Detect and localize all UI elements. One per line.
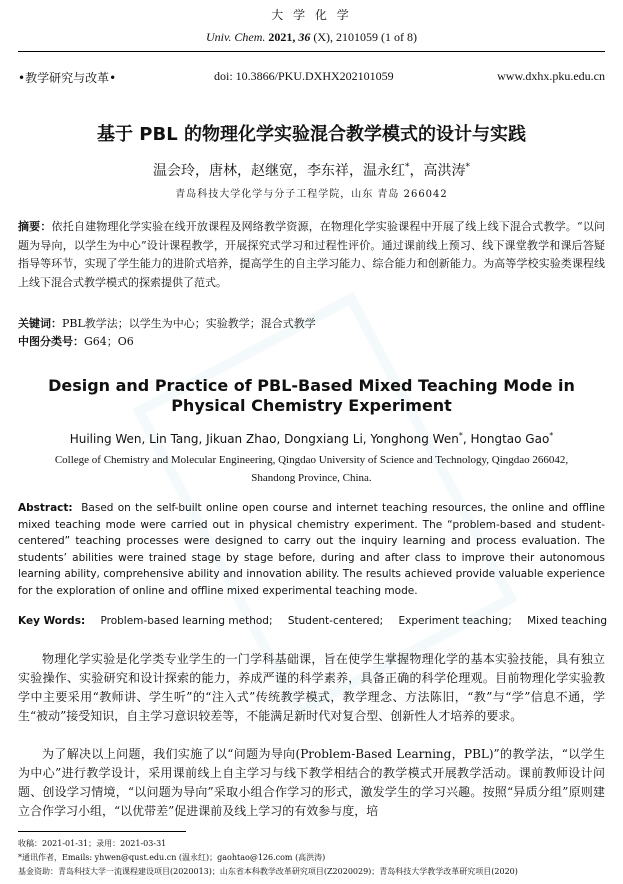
en-keyword: Problem-based learning method; — [100, 615, 273, 627]
en-keywords — [18, 615, 607, 627]
en-author-last: Hongtao Gao — [470, 432, 550, 446]
cn-abstract-label: 摘要： — [18, 220, 52, 233]
cn-clc — [18, 333, 134, 349]
body-paragraph-1: 物理化学实验是化学类专业学生的一门学科基础课，旨在使学生掌握物理化学的基本实验技能，具有独立实验操作、实验研究和设计探索的能力，养成严谨的科学素养，具备正确的科学伦理观。目前物理化学实验教学中主要采用“教师讲、学生听”的“注入式”传统教学模式，教学理念、方法陈旧，“教”与“学”信息不通，学生“被动”接受知识，自主学习意识较差等，不能满足新时代对复合型、创新性人才培养的要求。 — [18, 652, 605, 723]
citation-volume: 36 — [298, 30, 311, 44]
website: www.dxhx.pku.edu.cn — [497, 69, 605, 83]
footnote-funding: 基金资助：青岛科技大学一流课程建设项目(2020013)；山东省本科教学改革研究项目(Z2020029)；青岛科技大学教学改革研究项目(2020) — [18, 867, 518, 876]
citation-line — [0, 30, 623, 45]
cn-abstract — [18, 218, 605, 292]
body-paragraph-2: 为了解决以上问题，我们实施了以“问题为导向(Problem-Based Learning，PBL)”的教学法，“以学生为中心”进行教学设计，采用课前线上自主学习与线下教学相结合的教学模式开展教学活动。课前教师设计问题、创设学习情境，“以问题为导向”采取小组合作学习的形式，激发学生的学习兴趣。按照“异质分组”原则建立合作学习小组，“以优带差”促进课前及线上学习的有效参与度，培 — [18, 747, 605, 818]
en-keywords-label: Key Words: — [18, 615, 86, 627]
en-keyword: Student-centered; — [287, 615, 384, 627]
cn-authors: 温会玲，唐林，赵继宽，李东祥，温永红*，高洪涛* — [153, 162, 470, 179]
en-keyword: Experiment teaching; — [398, 615, 512, 627]
cn-abstract-text: 依托自建物理化学实验在线开放课程及网络教学资源，在物理化学实验课程中开展了线上线下混合式教学。“以问题为导向，以学生为中心”设计课程教学，开展探究式学习和过程性评价。通过课前线上预习、线下课堂教学和课后答疑指导等环节，实现了学生能力的进阶式培养，提高学生的自主学习能力、综合能力和创新能力。为高等学校实验类课程线上线下混合式教学模式的探索提供了范式。 — [18, 220, 606, 289]
cn-author-last: 高洪涛 — [423, 163, 466, 179]
header-rule — [18, 51, 605, 52]
footnote-rule — [18, 831, 186, 832]
en-affiliation: College of Chemistry and Molecular Engineering, Qingdao University of Science and Technology, Qingdao 266042, Shandong Province, China. — [54, 454, 569, 484]
en-author-list: Huiling Wen, Lin Tang, Jikuan Zhao, Dongxiang Li, Yonghong Wen — [69, 432, 459, 446]
en-abstract — [18, 500, 605, 599]
footnote-corresponding: *通讯作者，Emails: yhwen@qust.edu.cn (温永红)；gaohtao@126.com (高洪涛) — [18, 853, 326, 862]
journal-name: 大 学 化 学 — [271, 8, 352, 22]
en-abstract-label: Abstract: — [18, 502, 73, 514]
cn-title: 基于 PBL 的物理化学实验混合教学模式的设计与实践 — [97, 124, 526, 145]
cn-keywords-text: PBL教学法；以学生为中心；实验教学；混合式教学 — [62, 317, 316, 330]
section-label: •教学研究与改革• — [18, 71, 117, 85]
footnote-received: 收稿：2021-01-31；录用：2021-03-31 — [18, 839, 167, 848]
journal-abbrev: Univ. Chem. — [205, 30, 266, 44]
en-keyword: Mixed teaching — [527, 615, 608, 627]
en-abstract-text: Based on the self-built online open course and internet teaching resources, the online and offline mixed teaching mode were carried out in physical chemistry experiment. The “problem-based and student-centered” teaching processes were designed to carry out the inquiry learning and process evaluation. The students’ abilities were trained stage by stage before, during and after class to improve their autonomous learning ability, comprehensive ability and innovation ability. The results achieved provide valuable experience for the exploration of online and offline mixed experimental teaching mode. — [18, 502, 605, 597]
cn-keywords-label: 关键词： — [18, 317, 62, 330]
citation-year: 2021, — [268, 30, 296, 44]
doi: doi: 10.3866/PKU.DXHX202101059 — [214, 69, 394, 83]
cn-clc-text: G64；O6 — [84, 335, 134, 348]
citation-pages: (X), 2101059 (1 of 8) — [313, 30, 418, 44]
en-authors: Huiling Wen, Lin Tang, Jikuan Zhao, Dongxiang Li, Yonghong Wen*, Hongtao Gao* — [69, 431, 554, 446]
cn-affiliation: 青岛科技大学化学与分子工程学院，山东 青岛 266042 — [175, 189, 448, 200]
en-title: Design and Practice of PBL-Based Mixed Teaching Mode in Physical Chemistry Experiment — [48, 376, 575, 415]
cn-author-list: 温会玲，唐林，赵继宽，李东祥，温永红 — [153, 163, 405, 179]
cn-keywords — [18, 315, 316, 331]
cn-clc-label: 中图分类号： — [18, 335, 84, 348]
